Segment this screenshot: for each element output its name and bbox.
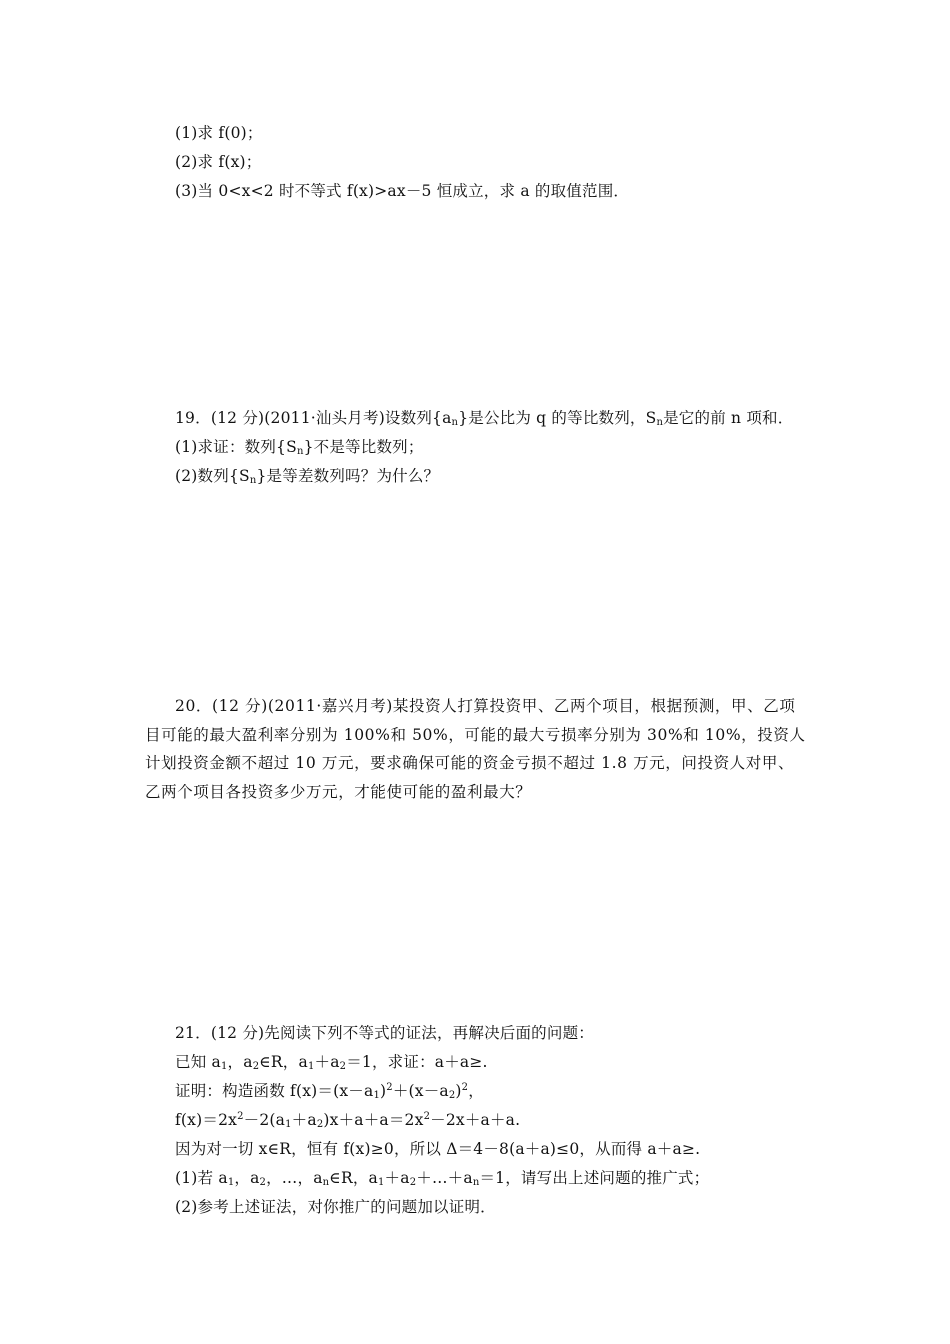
q21-heading: 21．(12 分)先阅读下列不等式的证法，再解决后面的问题：: [175, 1024, 594, 1042]
q18-part2: (2)求 f(x)；: [175, 153, 262, 171]
q18-part3: (3)当 0<x<2 时不等式 f(x)>ax－5 恒成立，求 a 的取值范围．: [175, 182, 630, 200]
q21-proof-expand: $f(x)=2x^2-2(a_1+a_2)x+a+a=2x^2-2x+a+a$.: [175, 1111, 521, 1130]
q18-part1: (1)求 f(0)；: [175, 124, 263, 142]
q21-part1: (1)若 $a_1$，$a_2$，…，$a_n\in R$，$a_1+a_2+\dots+a_n=1$，请写出上述问题的推广式；: [175, 1169, 710, 1188]
q21-proof-conclusion: 因为对一切 x∈R，恒有 f(x)≥0，所以 Δ＝4－8(a＋a)≤0，从而得 a＋a≥.: [175, 1140, 701, 1158]
q21-part2: (2)参考上述证法，对你推广的问题加以证明．: [175, 1198, 496, 1216]
q19-part2: (2)数列$\{S_n\}$是等差数列吗？为什么？: [175, 467, 440, 486]
q19-heading: 19．(12 分)(2011·汕头月考)设数列$\{a_n\}$是公比为 q 的等比数列，$S_n$是它的前 n 项和．: [175, 409, 794, 428]
q19-part1: (1)求证：数列$\{S_n\}$不是等比数列；: [175, 438, 424, 457]
q20-paragraph: 20．(12 分)(2011·嘉兴月考)某投资人打算投资甲、乙两个项目，根据预测，甲、乙项目可能的最大盈利率分别为 100%和 50%，可能的最大亏损率分别为 30%和 10%，投资人计划投资金额不超过 10 万元，要求确保可能的资金亏损不超过 1.8 万元，问投资人对甲、乙两个项目各投资多少万元，才能使可能的盈利最大？: [145, 697, 806, 801]
q21-given: 已知 $a_1$，$a_2\in R$，$a_1+a_2=1$，求证：a＋a≥.: [175, 1053, 488, 1072]
q21-proof-construct: 证明：构造函数 $f(x)=(x-a_1)^2+(x-a_2)^2$，: [175, 1082, 484, 1101]
